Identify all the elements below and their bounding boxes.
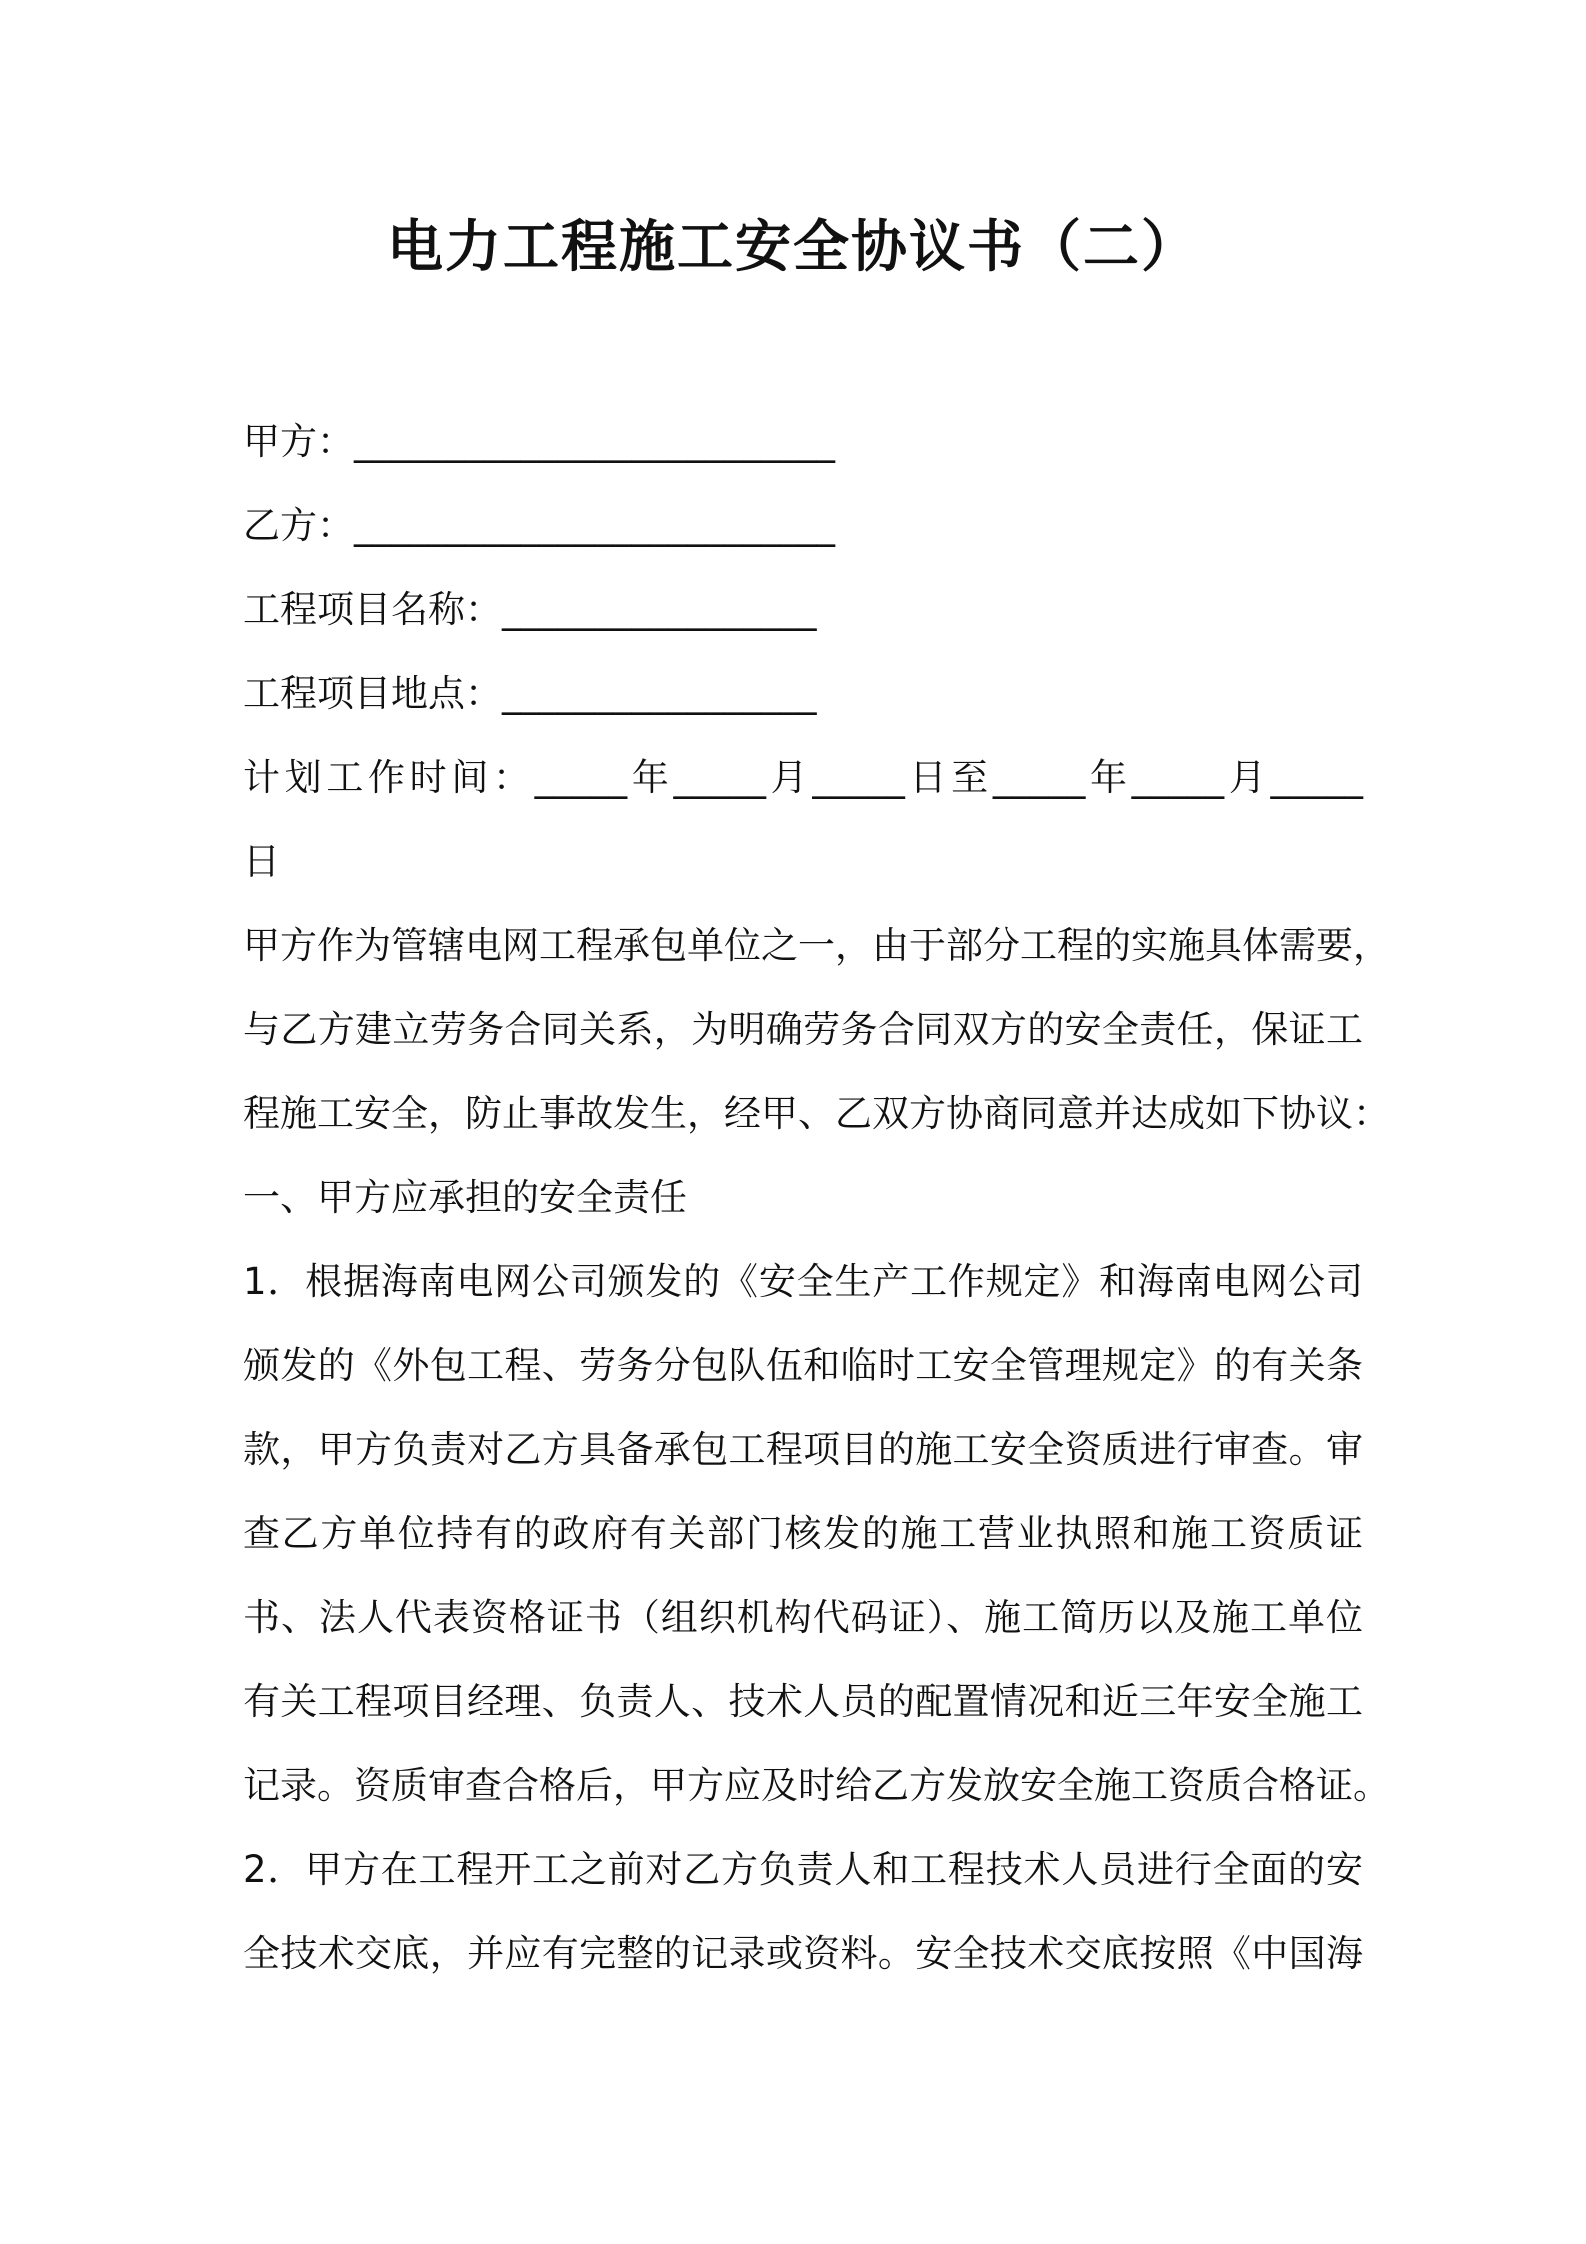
clause-1-line: 颁发的《外包工程、劳务分包队伍和临时工安全管理规定》的有关条 (243, 1344, 1363, 1387)
clause-1-line: 查乙方单位持有的政府有关部门核发的施工营业执照和施工资质证 (243, 1512, 1363, 1555)
schedule-field: 计划工作时间：_____年_____月_____日至_____年_____月_____ (243, 756, 1363, 799)
clause-2-line: 2．甲方在工程开工之前对乙方负责人和工程技术人员进行全面的安 (243, 1848, 1363, 1891)
intro-line: 与乙方建立劳务合同关系，为明确劳务合同双方的安全责任，保证工 (243, 1008, 1363, 1051)
clause-1-line: 有关工程项目经理、负责人、技术人员的配置情况和近三年安全施工 (243, 1680, 1363, 1723)
clause-1-line: 书、法人代表资格证书（组织机构代码证）、施工简历以及施工单位 (243, 1596, 1363, 1639)
clause-2-line: 全技术交底，并应有完整的记录或资料。安全技术交底按照《中国海 (243, 1932, 1363, 1975)
intro-line: 甲方作为管辖电网工程承包单位之一，由于部分工程的实施具体需要， (243, 924, 1390, 967)
intro-line: 程施工安全，防止事故发生，经甲、乙双方协商同意并达成如下协议： (243, 1092, 1390, 1135)
clause-1-line: 记录。资质审查合格后，甲方应及时给乙方发放安全施工资质合格证。 (243, 1764, 1390, 1807)
clause-1-line: 款，甲方负责对乙方具备承包工程项目的施工安全资质进行审查。审 (243, 1428, 1363, 1471)
clause-1-line: 1．根据海南电网公司颁发的《安全生产工作规定》和海南电网公司 (243, 1260, 1363, 1303)
section-heading: 一、甲方应承担的安全责任 (243, 1176, 687, 1219)
party-b-field: 乙方：__________________________ (243, 504, 835, 547)
project-location-field: 工程项目地点：_________________ (243, 672, 817, 715)
document-title: 电力工程施工安全协议书（二） (387, 215, 1199, 280)
schedule-field-end: 日 (243, 840, 280, 883)
document-body (243, 400, 1390, 1996)
project-name-field: 工程项目名称：_________________ (243, 588, 817, 631)
party-a-field: 甲方：__________________________ (243, 420, 835, 463)
